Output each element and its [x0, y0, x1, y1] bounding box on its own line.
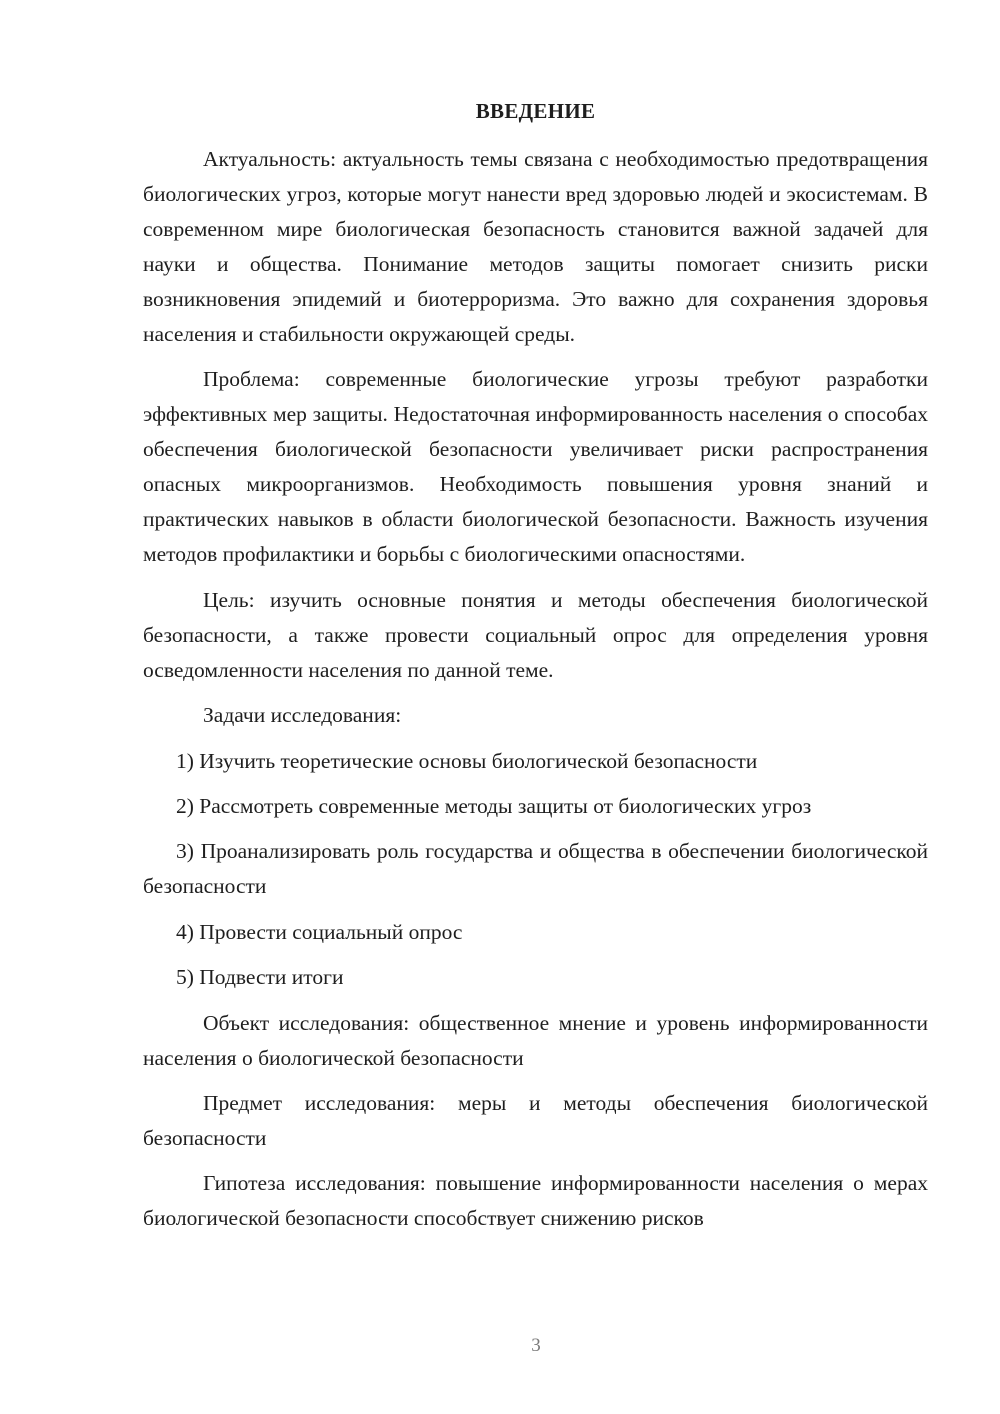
document-body — [143, 142, 928, 1247]
task-item: 5) Подвести итоги — [176, 965, 344, 990]
task-item: 3) Проанализировать роль государства и общества в обеспечении биологической безопасности — [143, 839, 928, 899]
paragraph-subject: Предмет исследования: меры и методы обеспечения биологической безопасности — [143, 1090, 928, 1150]
paragraph-problem: Проблема: современные биологические угрозы требуют разработки эффективных мер защиты. Недостаточная информированность населения о способах обеспечения биологической безопасности увеличивает риски распространения опасных микроорганизмов. Необходимость повышения уровня знаний и практических навыков в области биологической безопасности. Важность изучения методов профилактики и борьбы с биологическими опасностями. — [143, 367, 928, 567]
paragraph-hypothesis: Гипотеза исследования: повышение информированности населения о мерах биологической безопасности способствует снижению рисков — [143, 1171, 928, 1231]
paragraph-tasks-heading: Задачи исследования: — [203, 703, 402, 728]
task-item: 1) Изучить теоретические основы биологической безопасности — [176, 748, 758, 773]
task-item: 2) Рассмотреть современные методы защиты от биологических угроз — [176, 793, 812, 818]
paragraph-relevance: Актуальность: актуальность темы связана с необходимостью предотвращения биологических угроз, которые могут нанести вред здоровью людей и экосистемам. В современном мире биологическая безопасность становится важной задачей для науки и общества. Понимание методов защиты помогает снизить риски возникновения эпидемий и биотерроризма. Это важно для сохранения здоровья населения и стабильности окружающей среды. — [143, 147, 928, 346]
paragraph-goal: Цель: изучить основные понятия и методы обеспечения биологической безопасности, а также провести социальный опрос для определения уровня осведомленности населения по данной теме. — [143, 587, 928, 682]
task-item: 4) Провести социальный опрос — [176, 919, 463, 944]
paragraph-object: Объект исследования: общественное мнение и уровень информированности населения о биологической безопасности — [143, 1010, 928, 1070]
page-number: 3 — [531, 1335, 541, 1356]
section-title: ВВЕДЕНИЕ — [475, 99, 596, 123]
